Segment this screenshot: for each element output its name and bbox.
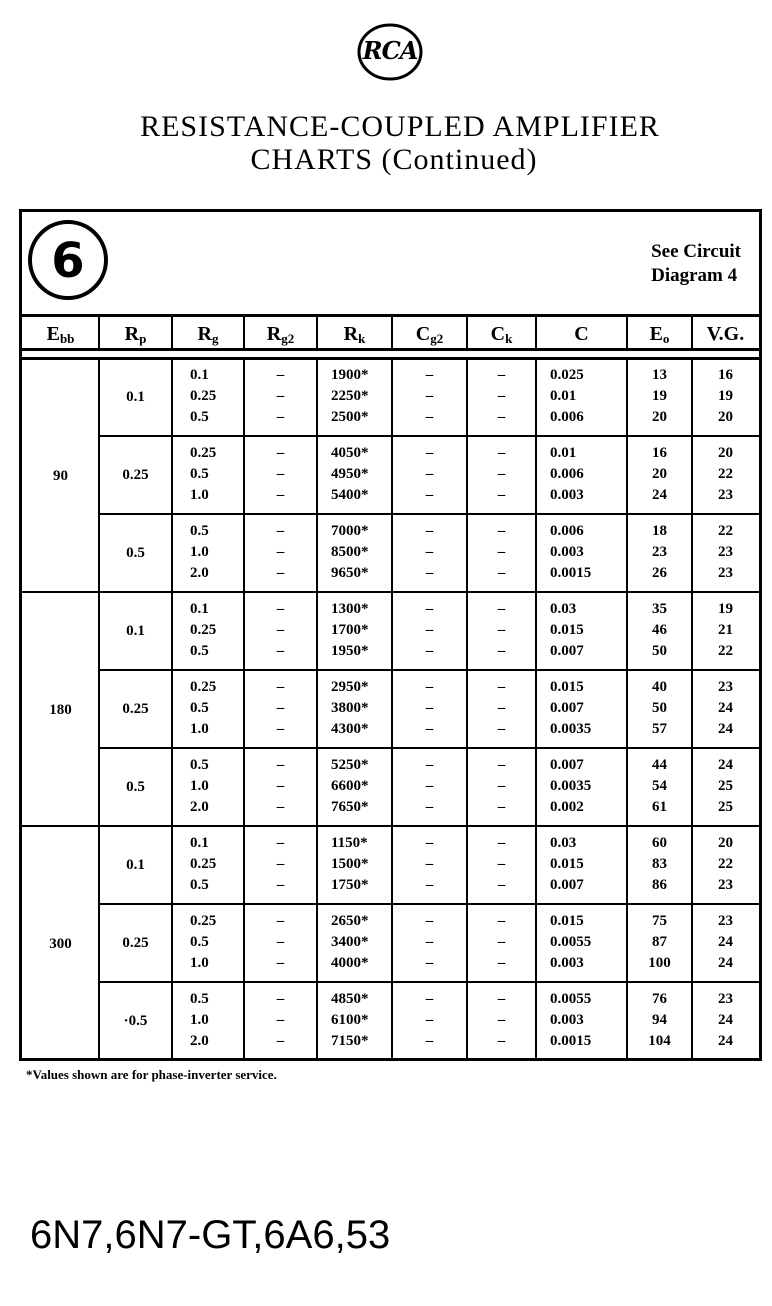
cell-c: 0.015 xyxy=(550,856,584,872)
cell-rg2: – xyxy=(276,388,285,404)
cell-vg: 24 xyxy=(718,721,733,737)
cell-ck: – xyxy=(497,955,506,971)
cell-rk: 2950* xyxy=(331,679,369,695)
rp-value: 0.1 xyxy=(126,389,145,405)
cell-cg2: – xyxy=(425,388,434,404)
column-header-sub: k xyxy=(358,331,366,346)
cell-eo: 44 xyxy=(652,757,667,773)
cell-rg2: – xyxy=(276,679,285,695)
cell-cg2: – xyxy=(425,799,434,815)
cell-ck: – xyxy=(497,487,506,503)
cell-rg2: – xyxy=(276,991,285,1007)
cell-c: 0.025 xyxy=(550,367,584,383)
cell-vg: 23 xyxy=(718,565,733,581)
cell-vg: 20 xyxy=(718,835,733,851)
cell-eo: 50 xyxy=(652,643,667,659)
rp-value: 0.5 xyxy=(126,545,145,561)
cell-vg: 24 xyxy=(718,955,733,971)
column-header-7 xyxy=(536,317,627,351)
column-header-main: R xyxy=(197,323,212,345)
rp-value: 0.25 xyxy=(122,701,149,717)
cell-c: 0.003 xyxy=(550,544,584,560)
cell-c: 0.015 xyxy=(550,913,584,929)
cell-eo: 86 xyxy=(652,877,667,893)
cell-rk: 7000* xyxy=(331,523,369,539)
cell-rg: 1.0 xyxy=(190,487,209,503)
cell-ck: – xyxy=(497,721,506,737)
cell-eo: 23 xyxy=(652,544,667,560)
cell-vg: 23 xyxy=(718,913,733,929)
cell-eo: 18 xyxy=(652,523,667,539)
cell-cg2: – xyxy=(425,544,434,560)
cell-rg: 2.0 xyxy=(190,565,209,581)
cell-rk: 1700* xyxy=(331,622,369,638)
cell-cg2: – xyxy=(425,991,434,1007)
cell-rk: 2500* xyxy=(331,409,369,425)
column-header-main: C xyxy=(574,323,589,345)
cell-c: 0.015 xyxy=(550,679,584,695)
cell-rg: 1.0 xyxy=(190,778,209,794)
footnote: *Values shown are for phase-inverter service. xyxy=(26,1067,277,1082)
cell-c: 0.0055 xyxy=(550,991,592,1007)
cell-c: 0.0015 xyxy=(550,565,592,581)
cell-cg2: – xyxy=(425,934,434,950)
cell-cg2: – xyxy=(425,955,434,971)
cell-rg: 0.5 xyxy=(190,466,209,482)
cell-rg: 0.5 xyxy=(190,991,209,1007)
body-column-rule xyxy=(626,357,628,1061)
body-column-rule xyxy=(691,357,693,1061)
cell-rk: 7650* xyxy=(331,799,369,815)
ebb-value: 90 xyxy=(53,467,68,484)
cell-c: 0.006 xyxy=(550,466,584,482)
cell-rg2: – xyxy=(276,799,285,815)
cell-rg: 0.25 xyxy=(190,679,217,695)
cell-rk: 1950* xyxy=(331,643,369,659)
header-column-rule xyxy=(171,314,173,350)
cell-c: 0.003 xyxy=(550,487,584,503)
cell-vg: 22 xyxy=(718,523,733,539)
cell-vg: 23 xyxy=(718,544,733,560)
cell-cg2: – xyxy=(425,565,434,581)
cell-cg2: – xyxy=(425,700,434,716)
cell-rg: 2.0 xyxy=(190,1033,209,1049)
cell-c: 0.007 xyxy=(550,700,584,716)
subgroup-rule xyxy=(99,669,759,671)
cell-ck: – xyxy=(497,700,506,716)
cell-rk: 3400* xyxy=(331,934,369,950)
subgroup-rule xyxy=(99,747,759,749)
cell-rg2: – xyxy=(276,913,285,929)
cell-ck: – xyxy=(497,679,506,695)
column-header-1 xyxy=(99,317,172,351)
cell-eo: 61 xyxy=(652,799,667,815)
cell-cg2: – xyxy=(425,622,434,638)
body-column-rule xyxy=(98,357,100,1061)
cell-rg2: – xyxy=(276,778,285,794)
cell-eo: 76 xyxy=(652,991,667,1007)
cell-rg: 0.5 xyxy=(190,643,209,659)
body-column-rule xyxy=(535,357,537,1061)
cell-ck: – xyxy=(497,544,506,560)
cell-rk: 4300* xyxy=(331,721,369,737)
body-column-rule xyxy=(391,357,393,1061)
cell-ck: – xyxy=(497,799,506,815)
cell-rg: 2.0 xyxy=(190,799,209,815)
cell-rg2: – xyxy=(276,601,285,617)
column-header-3 xyxy=(244,317,317,351)
cell-rk: 2250* xyxy=(331,388,369,404)
cell-cg2: – xyxy=(425,877,434,893)
cell-rg2: – xyxy=(276,367,285,383)
cell-vg: 22 xyxy=(718,856,733,872)
cell-vg: 24 xyxy=(718,700,733,716)
cell-vg: 21 xyxy=(718,622,733,638)
cell-rg2: – xyxy=(276,643,285,659)
column-header-sub: g2 xyxy=(281,331,295,346)
cell-rg: 1.0 xyxy=(190,955,209,971)
cell-vg: 25 xyxy=(718,778,733,794)
rp-value: ·0.5 xyxy=(123,1013,148,1029)
cell-rk: 5250* xyxy=(331,757,369,773)
cell-eo: 94 xyxy=(652,1012,667,1028)
cell-rk: 1150* xyxy=(331,835,368,851)
cell-rg2: – xyxy=(276,877,285,893)
cell-vg: 16 xyxy=(718,367,733,383)
cell-ck: – xyxy=(497,1033,506,1049)
cell-rk: 7150* xyxy=(331,1033,369,1049)
page-title-line2: CHARTS (Continued) xyxy=(250,143,538,176)
column-header-main: C xyxy=(490,323,506,345)
header-column-rule xyxy=(316,314,318,350)
page-title-line1: RESISTANCE-COUPLED AMPLIFIER xyxy=(140,110,660,143)
cell-rk: 2650* xyxy=(331,913,369,929)
cell-rg: 0.5 xyxy=(190,523,209,539)
cell-rg: 0.25 xyxy=(190,622,217,638)
cell-rg: 1.0 xyxy=(190,721,209,737)
cell-vg: 24 xyxy=(718,1033,733,1049)
cell-cg2: – xyxy=(425,1033,434,1049)
cell-eo: 100 xyxy=(648,955,671,971)
cell-cg2: – xyxy=(425,778,434,794)
cell-rg: 0.25 xyxy=(190,445,217,461)
cell-ck: – xyxy=(497,643,506,659)
cell-cg2: – xyxy=(425,835,434,851)
cell-c: 0.003 xyxy=(550,955,584,971)
cell-vg: 22 xyxy=(718,643,733,659)
circuit-note-line1: See Circuit xyxy=(651,241,741,262)
cell-cg2: – xyxy=(425,367,434,383)
cell-vg: 25 xyxy=(718,799,733,815)
cell-c: 0.0015 xyxy=(550,1033,592,1049)
cell-rg2: – xyxy=(276,523,285,539)
cell-rg: 0.5 xyxy=(190,700,209,716)
cell-rk: 4950* xyxy=(331,466,369,482)
cell-eo: 60 xyxy=(652,835,667,851)
cell-vg: 24 xyxy=(718,934,733,950)
rca-logo xyxy=(356,22,424,82)
cell-rg2: – xyxy=(276,721,285,737)
cell-rg: 0.1 xyxy=(190,835,209,851)
cell-vg: 24 xyxy=(718,757,733,773)
cell-eo: 35 xyxy=(652,601,667,617)
cell-eo: 26 xyxy=(652,565,667,581)
body-column-rule xyxy=(316,357,318,1061)
cell-rg2: – xyxy=(276,955,285,971)
cell-rk: 1300* xyxy=(331,601,369,617)
tube-types: 6N7,6N7-GT,6A6,53 xyxy=(30,1213,391,1257)
cell-ck: – xyxy=(497,622,506,638)
column-header-main: R xyxy=(266,323,282,345)
subgroup-rule xyxy=(99,435,759,437)
cell-ck: – xyxy=(497,388,506,404)
cell-cg2: – xyxy=(425,856,434,872)
cell-vg: 22 xyxy=(718,466,733,482)
cell-rg: 1.0 xyxy=(190,1012,209,1028)
column-header-main: V.G. xyxy=(706,323,745,345)
column-header-6 xyxy=(467,317,536,351)
cell-c: 0.006 xyxy=(550,409,584,425)
amplifier-chart xyxy=(19,209,762,1061)
cell-ck: – xyxy=(497,565,506,581)
cell-eo: 20 xyxy=(652,409,667,425)
cell-rg: 0.25 xyxy=(190,913,217,929)
cell-cg2: – xyxy=(425,601,434,617)
cell-rg: 0.5 xyxy=(190,877,209,893)
cell-eo: 50 xyxy=(652,700,667,716)
header-column-rule xyxy=(691,314,693,350)
cell-c: 0.002 xyxy=(550,799,584,815)
column-header-5 xyxy=(392,317,467,351)
cell-ck: – xyxy=(497,856,506,872)
cell-rk: 1500* xyxy=(331,856,369,872)
column-header-main: E xyxy=(46,323,60,345)
cell-vg: 20 xyxy=(718,445,733,461)
cell-ck: – xyxy=(497,466,506,482)
cell-vg: 23 xyxy=(718,679,733,695)
cell-eo: 13 xyxy=(652,367,667,383)
cell-ck: – xyxy=(497,445,506,461)
rp-value: 0.25 xyxy=(122,935,149,951)
circuit-note-line2: Diagram 4 xyxy=(651,265,738,286)
header-column-rule xyxy=(466,314,468,350)
column-header-main: R xyxy=(124,323,140,345)
cell-rk: 4000* xyxy=(331,955,369,971)
cell-eo: 19 xyxy=(652,388,667,404)
cell-ck: – xyxy=(497,778,506,794)
column-header-4 xyxy=(317,317,392,351)
cell-c: 0.006 xyxy=(550,523,584,539)
cell-ck: – xyxy=(497,934,506,950)
cell-cg2: – xyxy=(425,487,434,503)
cell-eo: 54 xyxy=(652,778,667,794)
cell-eo: 87 xyxy=(652,934,667,950)
cell-rg: 0.1 xyxy=(190,367,209,383)
column-header-sub: g2 xyxy=(430,331,444,346)
cell-rg2: – xyxy=(276,835,285,851)
cell-cg2: – xyxy=(425,643,434,659)
cell-ck: – xyxy=(497,991,506,1007)
cell-eo: 75 xyxy=(652,913,667,929)
rp-value: 0.25 xyxy=(122,467,149,483)
cell-rg2: – xyxy=(276,544,285,560)
cell-rg2: – xyxy=(276,1012,285,1028)
cell-rk: 6600* xyxy=(331,778,369,794)
cell-cg2: – xyxy=(425,466,434,482)
column-header-2 xyxy=(172,317,244,351)
cell-ck: – xyxy=(497,757,506,773)
cell-cg2: – xyxy=(425,913,434,929)
subgroup-rule xyxy=(99,981,759,983)
cell-eo: 16 xyxy=(652,445,667,461)
cell-rg2: – xyxy=(276,1033,285,1049)
circuit-note xyxy=(651,240,741,288)
cell-cg2: – xyxy=(425,409,434,425)
cell-rk: 1900* xyxy=(331,367,369,383)
cell-rk: 8500* xyxy=(331,544,369,560)
cell-vg: 20 xyxy=(718,409,733,425)
chart-number-badge: 6 xyxy=(28,220,108,300)
rp-value: 0.5 xyxy=(126,779,145,795)
body-column-rule xyxy=(243,357,245,1061)
subgroup-rule xyxy=(99,513,759,515)
column-header-sub: p xyxy=(139,331,147,346)
cell-rg2: – xyxy=(276,487,285,503)
cell-cg2: – xyxy=(425,523,434,539)
cell-ck: – xyxy=(497,367,506,383)
cell-eo: 57 xyxy=(652,721,667,737)
cell-rk: 4850* xyxy=(331,991,369,1007)
column-header-main: E xyxy=(649,323,663,345)
cell-c: 0.0055 xyxy=(550,934,592,950)
cell-ck: – xyxy=(497,523,506,539)
column-header-9 xyxy=(692,317,759,351)
cell-vg: 19 xyxy=(718,601,733,617)
cell-cg2: – xyxy=(425,679,434,695)
cell-rg2: – xyxy=(276,622,285,638)
cell-c: 0.015 xyxy=(550,622,584,638)
cell-rg: 0.25 xyxy=(190,388,217,404)
cell-rg2: – xyxy=(276,409,285,425)
header-column-rule xyxy=(535,314,537,350)
cell-vg: 24 xyxy=(718,1012,733,1028)
cell-vg: 19 xyxy=(718,388,733,404)
column-header-sub: o xyxy=(662,331,670,346)
cell-ck: – xyxy=(497,601,506,617)
ebb-value: 300 xyxy=(49,935,72,952)
cell-c: 0.007 xyxy=(550,757,584,773)
cell-rk: 1750* xyxy=(331,877,369,893)
cell-ck: – xyxy=(497,913,506,929)
cell-cg2: – xyxy=(425,757,434,773)
cell-ck: – xyxy=(497,877,506,893)
cell-eo: 46 xyxy=(652,622,667,638)
cell-cg2: – xyxy=(425,1012,434,1028)
cell-rk: 3800* xyxy=(331,700,369,716)
cell-c: 0.003 xyxy=(550,1012,584,1028)
cell-rg2: – xyxy=(276,757,285,773)
cell-rg2: – xyxy=(276,445,285,461)
body-column-rule xyxy=(171,357,173,1061)
cell-eo: 24 xyxy=(652,487,667,503)
cell-ck: – xyxy=(497,409,506,425)
cell-ck: – xyxy=(497,835,506,851)
header-column-rule xyxy=(626,314,628,350)
cell-eo: 104 xyxy=(648,1033,671,1049)
cell-cg2: – xyxy=(425,721,434,737)
subgroup-rule xyxy=(99,903,759,905)
ebb-value: 180 xyxy=(49,701,72,718)
cell-c: 0.03 xyxy=(550,601,577,617)
cell-rg2: – xyxy=(276,856,285,872)
cell-eo: 20 xyxy=(652,466,667,482)
cell-rg: 0.5 xyxy=(190,409,209,425)
cell-c: 0.007 xyxy=(550,643,584,659)
rp-value: 0.1 xyxy=(126,857,145,873)
column-header-sub: bb xyxy=(59,331,75,346)
column-header-8 xyxy=(627,317,692,351)
cell-c: 0.01 xyxy=(550,388,577,404)
cell-rg2: – xyxy=(276,565,285,581)
header-column-rule xyxy=(391,314,393,350)
rp-value: 0.1 xyxy=(126,623,145,639)
cell-c: 0.0035 xyxy=(550,778,592,794)
header-column-rule xyxy=(243,314,245,350)
cell-vg: 23 xyxy=(718,991,733,1007)
cell-rg2: – xyxy=(276,466,285,482)
cell-rg2: – xyxy=(276,700,285,716)
cell-vg: 23 xyxy=(718,877,733,893)
column-header-main: R xyxy=(343,323,359,345)
cell-rk: 4050* xyxy=(331,445,369,461)
cell-rk: 9650* xyxy=(331,565,369,581)
cell-eo: 40 xyxy=(652,679,667,695)
cell-c: 0.01 xyxy=(550,445,577,461)
cell-ck: – xyxy=(497,1012,506,1028)
cell-vg: 23 xyxy=(718,487,733,503)
cell-cg2: – xyxy=(425,445,434,461)
cell-rg: 0.25 xyxy=(190,856,217,872)
column-header-sub: g xyxy=(211,331,219,346)
cell-c: 0.007 xyxy=(550,877,584,893)
cell-rk: 6100* xyxy=(331,1012,369,1028)
body-column-rule xyxy=(466,357,468,1061)
cell-rg: 0.5 xyxy=(190,934,209,950)
rca-logo-text: RCA xyxy=(362,36,418,65)
cell-rg: 1.0 xyxy=(190,544,209,560)
cell-eo: 83 xyxy=(652,856,667,872)
column-header-0 xyxy=(22,317,99,351)
column-header-sub: k xyxy=(505,331,513,346)
cell-c: 0.0035 xyxy=(550,721,592,737)
cell-rk: 5400* xyxy=(331,487,369,503)
cell-rg: 0.5 xyxy=(190,757,209,773)
cell-rg2: – xyxy=(276,934,285,950)
cell-c: 0.03 xyxy=(550,835,577,851)
header-column-rule xyxy=(98,314,100,350)
column-header-main: C xyxy=(415,323,431,345)
cell-rg: 0.1 xyxy=(190,601,209,617)
